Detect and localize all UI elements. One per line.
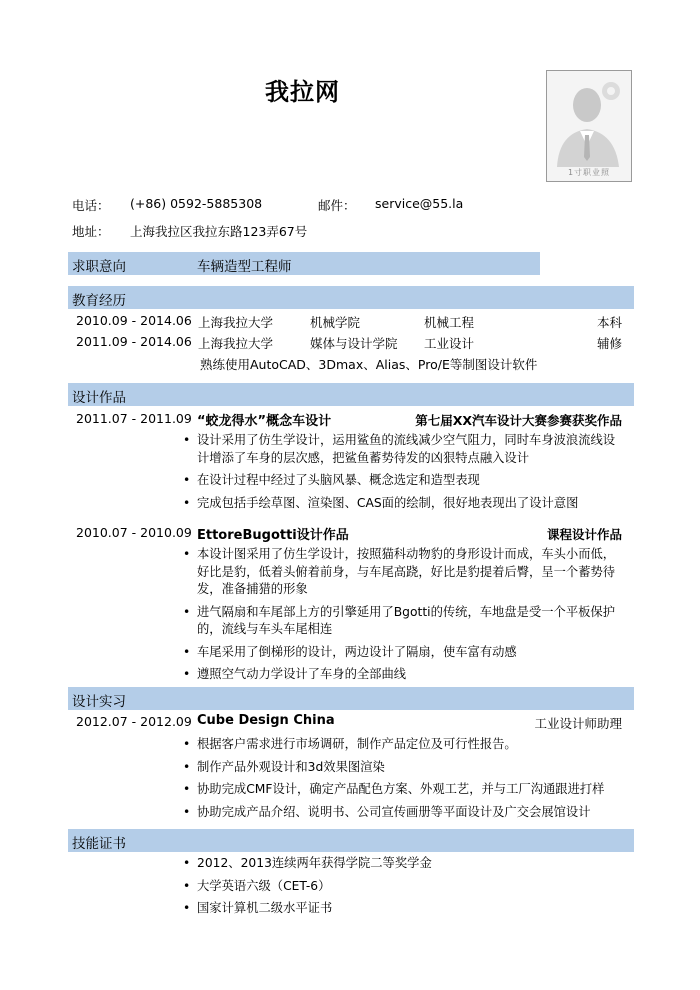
bullet-icon: •: [183, 804, 191, 819]
education-degree: 辅修: [596, 336, 622, 351]
bullet-icon: •: [183, 433, 191, 447]
education-skills-note: 熟练使用AutoCAD、3Dmax、Alias、Pro/E等制图设计软件: [200, 357, 538, 372]
internship-role: 工业设计师助理: [534, 716, 622, 731]
education-college: 机械学院: [310, 315, 361, 330]
email-value[interactable]: service@55.la: [375, 196, 464, 211]
internship-heading: 设计实习: [72, 694, 126, 710]
address-value: 上海我拉区我拉东路123弄67号: [130, 224, 308, 239]
work-award: 课程设计作品: [546, 527, 622, 542]
bullet-icon: •: [183, 495, 191, 510]
list-item: • 2012、2013连续两年获得学院二等奖学金: [183, 855, 623, 873]
bullet-icon: •: [183, 737, 191, 751]
list-item: • 完成包括手绘草图、渲染图、CAS面的绘制，很好地表现出了设计意图: [183, 495, 623, 513]
list-item: • 车尾采用了倒梯形的设计，两边设计了隔扇，使车富有动感: [183, 644, 623, 662]
bullet-icon: •: [183, 547, 191, 561]
skills-bar: [68, 829, 634, 852]
skills-heading: 技能证书: [72, 836, 126, 852]
work-date: 2011.07 - 2011.09: [76, 411, 192, 426]
work-award: 第七届XX汽车设计大赛参赛获奖作品: [415, 413, 622, 428]
list-item: • 遵照空气动力学设计了车身的全部曲线: [183, 666, 623, 684]
bullet-icon: •: [183, 473, 191, 487]
list-item: • 大学英语六级（CET-6）: [183, 878, 623, 896]
bullet-icon: •: [183, 856, 191, 870]
internship-date: 2012.07 - 2012.09: [76, 714, 192, 729]
works-heading: 设计作品: [72, 390, 126, 406]
work-date: 2010.07 - 2010.09: [76, 525, 192, 540]
resume-name: 我拉网: [265, 78, 340, 106]
skills-bullets: [183, 855, 623, 923]
list-item: • 协助完成产品介绍、说明书、公司宣传画册等平面设计及广交会展馆设计: [183, 804, 623, 822]
person-silhouette-icon: [547, 71, 631, 167]
list-item: • 协助完成CMF设计，确定产品配色方案、外观工艺，并与工厂沟通跟进打样: [183, 781, 623, 799]
education-date: 2011.09 - 2014.06: [76, 334, 192, 349]
list-item: • 本设计图采用了仿生学设计，按照猫科动物豹的身形设计而成，车头小而低，好比是豹，低着头俯着前身，与车尾高跷，好比是豹提着后臀，呈一个蓄势待发，准备捕猎的形象: [183, 547, 616, 596]
list-item: • 根据客户需求进行市场调研，制作产品定位及可行性报告。: [183, 736, 623, 754]
work-bullets: [183, 432, 623, 517]
bullet-icon: •: [183, 782, 191, 796]
education-date: 2010.09 - 2014.06: [76, 313, 192, 328]
list-item: • 进气隔扇和车尾部上方的引擎延用了Bgotti的传统，车地盘是受一个平板保护的，流线与车头车尾相连: [183, 604, 616, 636]
education-major: 工业设计: [424, 336, 475, 351]
address-label: 地址：: [72, 224, 110, 239]
internship-bar: [68, 687, 634, 710]
internship-bullets: [183, 736, 623, 826]
job-intention-bar: [68, 252, 540, 275]
education-major: 机械工程: [424, 315, 475, 330]
phone-label: 电话：: [72, 198, 110, 213]
internship-company: Cube Design China: [197, 713, 335, 728]
work-bullets: [183, 546, 623, 689]
bullet-icon: •: [183, 604, 191, 619]
education-heading: 教育经历: [72, 293, 126, 309]
job-intention-value: 车辆造型工程师: [197, 259, 292, 275]
works-bar: [68, 383, 634, 406]
list-item: • 在设计过程中经过了头脑风暴、概念选定和造型表现: [183, 472, 623, 490]
bullet-icon: •: [183, 878, 191, 893]
photo-caption: 1寸职业照: [567, 168, 611, 177]
bullet-icon: •: [183, 644, 191, 659]
phone-value: (+86) 0592-5885308: [130, 196, 263, 211]
list-item: • 制作产品外观设计和3d效果图渲染: [183, 759, 623, 777]
education-bar: [68, 286, 634, 309]
education-college: 媒体与设计学院: [310, 336, 398, 351]
bullet-icon: •: [183, 759, 191, 774]
education-degree: 本科: [596, 315, 622, 330]
bullet-icon: •: [183, 901, 191, 915]
education-school: 上海我拉大学: [198, 336, 274, 351]
profile-photo: [546, 70, 632, 182]
job-intention-heading: 求职意向: [72, 259, 126, 275]
work-title: EttoreBugotti设计作品: [197, 528, 349, 543]
education-school: 上海我拉大学: [198, 315, 274, 330]
bullet-icon: •: [183, 667, 191, 681]
email-label: 邮件：: [318, 198, 356, 213]
work-title: “蛟龙得水”概念车设计: [197, 414, 332, 429]
list-item: • 国家计算机二级水平证书: [183, 900, 623, 918]
list-item: • 设计采用了仿生学设计，运用鲨鱼的流线减少空气阻力，同时车身波浪流线设计增添了车身的层次感，把鲨鱼蓄势待发的凶狠特点融入设计: [183, 433, 616, 465]
